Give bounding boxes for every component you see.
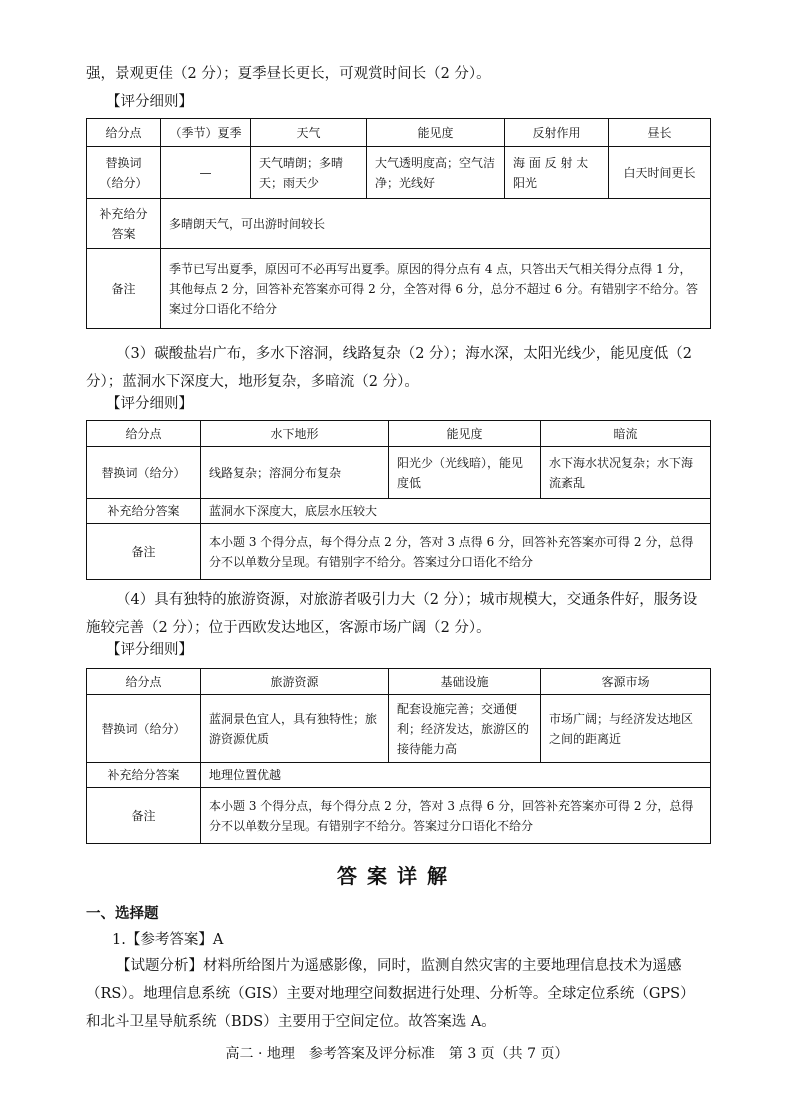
table-header-row	[87, 119, 711, 147]
row-label-cell: 替换词（给分）	[87, 447, 201, 499]
table-cell: 蓝洞水下深度大，底层水压较大	[201, 499, 711, 524]
row-label-cell: 补充给分答案	[87, 499, 201, 524]
table-header-cell: 能见度	[389, 421, 541, 447]
intro-line: 强，景观更佳（2 分）；夏季昼长更长，可观赏时间长（2 分）。	[86, 66, 491, 82]
table-cell: 市场广阔；与经济发达地区之间的距离近	[541, 695, 711, 763]
analysis-paragraph: 【试题分析】材料所给图片为遥感影像，同时，监测自然灾害的主要地理信息技术为遥感（RS）。地理信息系统（GIS）主要对地理空间数据进行处理、分析等。全球定位系统（GPS）和北斗卫星导航系统（BDS）主要用于空间定位。故答案选 A。	[86, 958, 695, 1030]
row-label-cell: 补充给分答案	[87, 763, 201, 788]
q4-answer: （4）具有独特的旅游资源，对旅游者吸引力大（2 分）；城市规模大，交通条件好，服务设施较完善（2 分）；位于西欧发达地区，客源市场广阔（2 分）。	[86, 592, 698, 636]
table-header-cell: 水下地形	[201, 421, 389, 447]
table-cell: 本小题 3 个得分点，每个得分点 2 分，答对 3 点得 6 分，回答补充答案亦可得 2 分，总得分不以单数分呈现。有错别字不给分。答案过分口语化不给分	[201, 788, 711, 844]
table-cell: 阳光少（光线暗），能见度低	[389, 447, 541, 499]
rubric-label-1: 【评分细则】	[106, 94, 193, 110]
answer-line: 1.【参考答案】A	[112, 932, 224, 948]
table-cell: 季节已写出夏季，原因可不必再写出夏季。原因的得分点有 4 点，只答出天气相关得分点得 1 分，其他每点 2 分，回答补充答案亦可得 2 分，全答对得 6 分，总分不超过 6 分。有错别字不给分。答案过分口语化不给分	[161, 249, 711, 329]
table-header-cell: 昼长	[609, 119, 711, 147]
table-header-cell: 反射作用	[505, 119, 609, 147]
table-row	[87, 695, 711, 763]
table-row	[87, 788, 711, 844]
rubric-table-2	[86, 420, 711, 580]
table-cell: 蓝洞景色宜人，具有独特性；旅游资源优质	[201, 695, 389, 763]
row-label-cell: 替换词 （给分）	[87, 147, 161, 199]
q3-answer: （3）碳酸盐岩广布，多水下溶洞，线路复杂（2 分）；海水深，太阳光线少，能见度低（2 分）；蓝洞水下深度大，地形复杂，多暗流（2 分）。	[86, 346, 693, 390]
row-label-cell: 备注	[87, 524, 201, 580]
table-cell: 天气晴朗；多晴天；雨天少	[251, 147, 367, 199]
table-cell: 配套设施完善；交通便利；经济发达，旅游区的接待能力高	[389, 695, 541, 763]
table-header-cell: 天气	[251, 119, 367, 147]
rubric-label-3: 【评分细则】	[106, 642, 193, 658]
table-cell: 地理位置优越	[201, 763, 711, 788]
table-cell: 线路复杂；溶洞分布复杂	[201, 447, 389, 499]
table-cell: 水下海水状况复杂；水下海流紊乱	[541, 447, 711, 499]
table-header-cell: 基础设施	[389, 669, 541, 695]
table-header-cell: 客源市场	[541, 669, 711, 695]
table-header-cell: 给分点	[87, 119, 161, 147]
table-row	[87, 199, 711, 249]
table-cell: 本小题 3 个得分点，每个得分点 2 分，答对 3 点得 6 分，回答补充答案亦可得 2 分，总得分不以单数分呈现。有错别字不给分。答案过分口语化不给分	[201, 524, 711, 580]
row-label-cell: 补充给分 答案	[87, 199, 161, 249]
table-cell: 多晴朗天气，可出游时间较长	[161, 199, 711, 249]
row-label-cell: 替换词（给分）	[87, 695, 201, 763]
row-label-cell: 备注	[87, 249, 161, 329]
table-row	[87, 763, 711, 788]
table-header-row	[87, 669, 711, 695]
row-label-cell: 备注	[87, 788, 201, 844]
table-header-cell: （季节）夏季	[161, 119, 251, 147]
rubric-table-1	[86, 118, 711, 329]
table-cell: —	[161, 147, 251, 199]
table-cell: 大气透明度高；空气洁净；光线好	[367, 147, 505, 199]
section-heading: 一、选择题	[86, 906, 159, 922]
table-header-cell: 暗流	[541, 421, 711, 447]
table-row	[87, 447, 711, 499]
table-header-cell: 给分点	[87, 669, 201, 695]
table-header-cell: 能见度	[367, 119, 505, 147]
table-row	[87, 249, 711, 329]
table-header-row	[87, 421, 711, 447]
table-cell: 白天时间更长	[609, 147, 711, 199]
page-footer: 高二 · 地理 参考答案及评分标准 第 3 页（共 7 页）	[225, 1046, 569, 1062]
rubric-label-2: 【评分细则】	[106, 396, 193, 412]
table-row	[87, 499, 711, 524]
section-title: 答案详解	[337, 864, 457, 888]
table-row	[87, 524, 711, 580]
table-header-cell: 给分点	[87, 421, 201, 447]
rubric-table-3	[86, 668, 711, 844]
table-header-cell: 旅游资源	[201, 669, 389, 695]
table-row	[87, 147, 711, 199]
table-cell: 海 面 反 射 太阳光	[505, 147, 609, 199]
